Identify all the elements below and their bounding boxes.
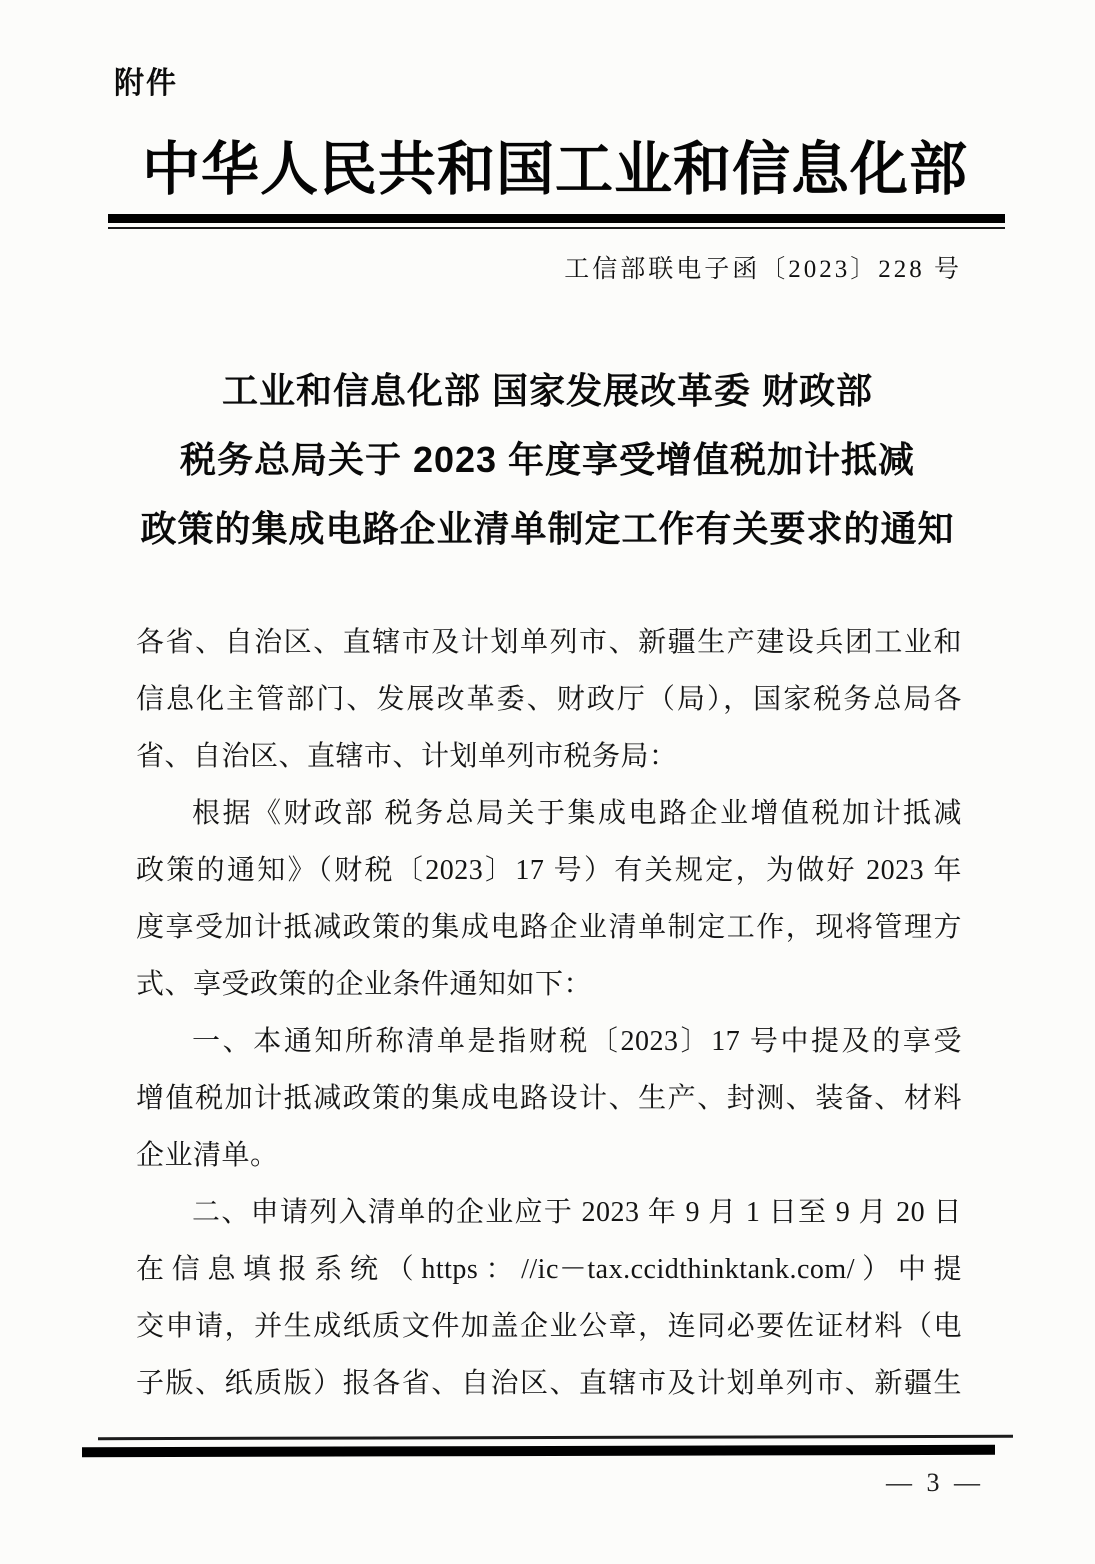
body-line: 式、享受政策的企业条件通知如下： bbox=[136, 969, 593, 1000]
body-line: 根据《财政部 税务总局关于集成电路企业增值税加计抵减 bbox=[192, 798, 962, 829]
body-line: 度享受加计抵减政策的集成电路企业清单制定工作，现将管理方 bbox=[136, 912, 962, 943]
document-title bbox=[100, 356, 995, 563]
body-line: 交申请，并生成纸质文件加盖企业公章，连同必要佐证材料（电 bbox=[136, 1311, 962, 1342]
body-line: 企业清单。 bbox=[136, 1140, 279, 1171]
body-text bbox=[136, 614, 962, 1412]
body-line: 各省、自治区、直辖市及计划单列市、新疆生产建设兵团工业和 bbox=[136, 627, 962, 658]
body-line: 一、本通知所称清单是指财税〔2023〕17 号中提及的享受 bbox=[192, 1026, 962, 1057]
body-line: 在信息填报系统（https：//ic－tax.ccidthinktank.com/）中提 bbox=[136, 1254, 962, 1285]
document-title-line-1: 工业和信息化部 国家发展改革委 财政部 bbox=[221, 370, 873, 411]
document-title-line-2: 税务总局关于 2023 年度享受增值税加计抵减 bbox=[179, 439, 916, 480]
body-line: 子版、纸质版）报各省、自治区、直辖市及计划单列市、新疆生 bbox=[136, 1368, 962, 1399]
masthead-title: 中华人民共和国工业和信息化部 bbox=[141, 137, 968, 202]
masthead-divider-thick-line bbox=[108, 214, 1005, 223]
masthead-divider bbox=[108, 214, 1005, 229]
footer-divider-thick-line bbox=[82, 1445, 995, 1457]
body-line: 增值税加计抵减政策的集成电路设计、生产、封测、装备、材料 bbox=[136, 1083, 962, 1114]
document-number: 工信部联电子函〔2023〕228 号 bbox=[564, 256, 962, 283]
footer-divider-thin-line bbox=[98, 1435, 1013, 1440]
body-line: 省、自治区、直辖市、计划单列市税务局： bbox=[136, 741, 678, 772]
body-line: 二、申请列入清单的企业应于 2023 年 9 月 1 日至 9 月 20 日 bbox=[192, 1197, 962, 1228]
attachment-label: 附件 bbox=[114, 67, 178, 100]
page-number: — 3 — bbox=[886, 1468, 984, 1497]
body-line: 政策的通知》（财税〔2023〕17 号）有关规定，为做好 2023 年 bbox=[136, 855, 962, 886]
document-title-line-3: 政策的集成电路企业清单制定工作有关要求的通知 bbox=[140, 508, 955, 549]
body-line: 信息化主管部门、发展改革委、财政厅（局），国家税务总局各 bbox=[136, 684, 962, 715]
masthead-divider-thin-line bbox=[108, 227, 1005, 229]
